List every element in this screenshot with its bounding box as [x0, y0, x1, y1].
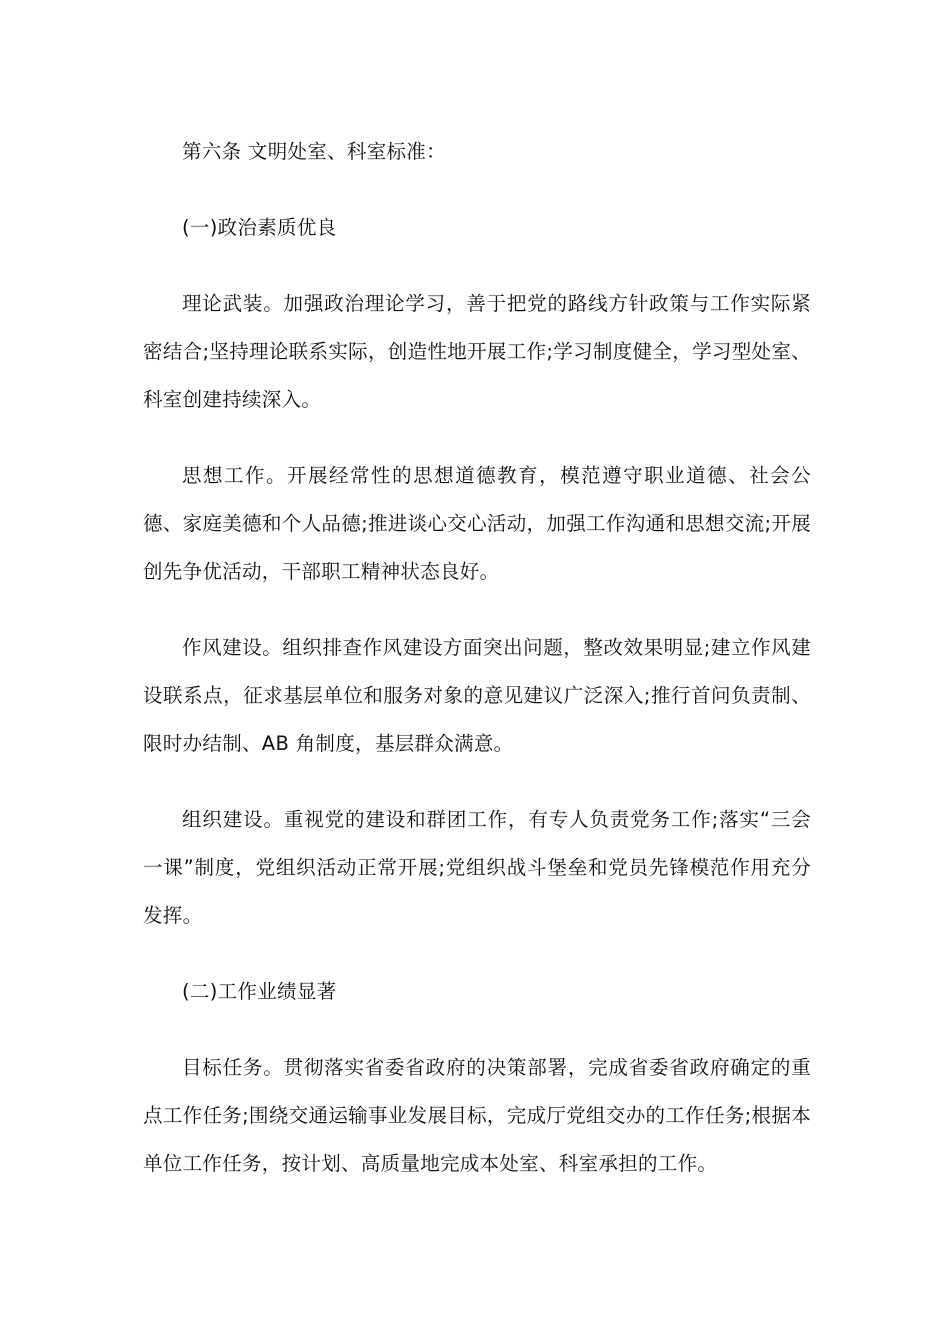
paragraph-organization: 组织建设。重视党的建设和群团工作，有专人负责党务工作;落实“三会一课”制度，党组织活动正常开展;党组织战斗堡垒和党员先锋模范作用充分发挥。	[143, 808, 811, 927]
section-heading-political-quality: (一)政治素质优良	[182, 216, 337, 239]
document-body	[143, 128, 811, 1216]
article-title: 第六条 文明处室、科室标准：	[182, 140, 446, 163]
paragraph-ideology: 思想工作。开展经常性的思想道德教育，模范遵守职业道德、社会公德、家庭美德和个人品德;推进谈心交心活动，加强工作沟通和思想交流;开展创先争优活动，干部职工精神状态良好。	[143, 464, 811, 583]
paragraph-theory: 理论武装。加强政治理论学习，善于把党的路线方针政策与工作实际紧密结合;坚持理论联系实际，创造性地开展工作;学习制度健全，学习型处室、科室创建持续深入。	[143, 292, 811, 411]
paragraph-work-style: 作风建设。组织排查作风建设方面突出问题，整改效果明显;建立作风建设联系点，征求基层单位和服务对象的意见建议广泛深入;推行首问负责制、限时办结制、AB 角制度，基层群众满意。	[143, 636, 811, 755]
paragraph-targets: 目标任务。贯彻落实省委省政府的决策部署，完成省委省政府确定的重点工作任务;围绕交通运输事业发展目标，完成厅党组交办的工作任务;根据本单位工作任务，按计划、高质量地完成本处室、科室承担的工作。	[143, 1056, 811, 1175]
section-heading-work-performance: (二)工作业绩显著	[182, 980, 337, 1003]
